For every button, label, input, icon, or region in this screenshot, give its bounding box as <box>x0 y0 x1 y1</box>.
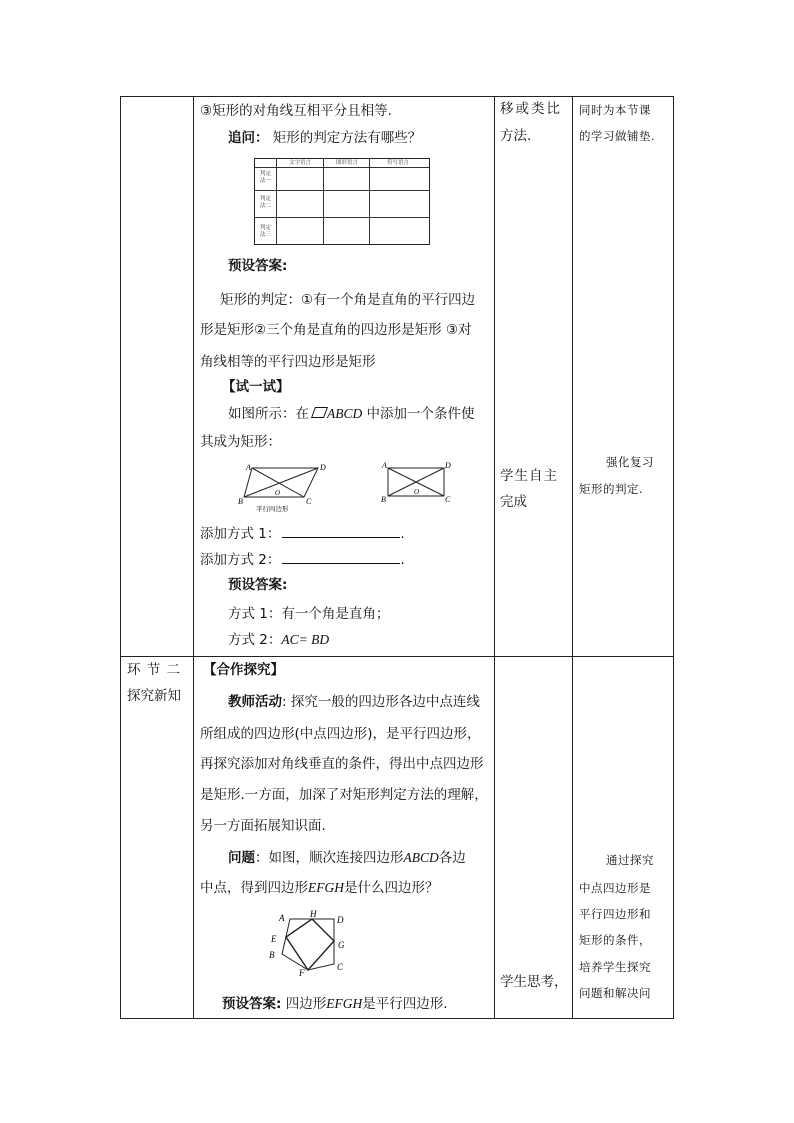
way-2-answer <box>228 630 329 650</box>
fig2-label-d: D <box>445 461 451 470</box>
judgement-methods-table <box>254 158 430 245</box>
intent-top-line1: 同时为本节课 <box>579 103 651 117</box>
student-activity-middle-line1: 学生自主 <box>500 468 558 484</box>
table-col-divider-1 <box>193 96 194 1019</box>
table-col-divider-3 <box>572 96 573 1019</box>
fig1-label-c: C <box>306 497 312 506</box>
problem-abcd: ABCD <box>403 850 439 865</box>
table-border-top <box>120 96 674 97</box>
rectangle-judgement-line2: 形是矩形②三个角是直角的四边形是矩形 ③对 <box>200 322 472 338</box>
teacher-activity-line5: 另一方面拓展知识面. <box>200 818 326 834</box>
intent-middle-line2: 矩形的判定. <box>579 482 644 496</box>
fig1-label-a: A <box>246 463 251 472</box>
fig2-label-b: B <box>381 495 386 504</box>
table-col-divider-2 <box>494 96 495 1019</box>
teacher-activity-line2: 所组成的四边形(中点四边形)，是平行四边形， <box>200 726 481 742</box>
table-border-bottom <box>120 1018 674 1019</box>
fig1-caption: 平行四边形 <box>256 505 289 513</box>
student-activity-bottom: 学生思考， <box>500 974 568 990</box>
way-2-prefix: 方式 2： <box>228 632 282 648</box>
student-activity-top-line2: 方法. <box>500 128 532 144</box>
parallelogram-symbol-icon <box>311 407 328 418</box>
follow-up-question <box>228 128 421 148</box>
fig2-label-o: O <box>414 488 420 496</box>
answer3-efgh: EFGH <box>326 996 363 1011</box>
answer3-text-a: 四边形 <box>281 996 327 1012</box>
table-row1-label-b: 法一 <box>260 178 272 184</box>
way-1-answer: 方式 1：有一个角是直角； <box>228 606 390 622</box>
problem-line1 <box>228 848 466 868</box>
table-row2-label-a: 判定 <box>260 196 272 202</box>
add-method-2-blank[interactable] <box>282 550 400 564</box>
teacher-activity-label: 教师活动 <box>228 694 282 710</box>
table-border-right <box>673 96 674 1019</box>
try-it-text-line1 <box>228 404 475 424</box>
fig2-label-c: C <box>445 495 451 504</box>
fig3-label-f: F <box>299 968 305 978</box>
add-method-2: 添加方式 2： . <box>200 552 405 568</box>
teacher-activity-line3: 再探究添加对角线垂直的条件，得出中点四边形 <box>200 756 484 772</box>
teacher-activity-text: : 探究一般的四边形各边中点连线 <box>282 694 480 710</box>
fig1-label-b: B <box>238 497 243 506</box>
table-header-text: 文字语言 <box>289 160 312 166</box>
problem-text-c: 各边 <box>438 850 466 866</box>
fig3-label-d: D <box>337 915 344 925</box>
fig1-label-d: D <box>320 463 326 472</box>
problem-line2 <box>200 878 439 898</box>
intent-bottom-line4: 矩形的条件， <box>579 933 651 947</box>
intent-bottom-line6: 问题和解决问 <box>579 986 651 1000</box>
rectangle-figure <box>380 460 452 504</box>
diagonal-property-text: ③矩形的对角线互相平分且相等. <box>200 103 392 119</box>
table-header-symbol: 符号语言 <box>387 160 410 166</box>
student-activity-middle-line2: 完成 <box>500 494 527 510</box>
table-row2-label-b: 法二 <box>260 203 272 209</box>
midpoint-quadrilateral-figure <box>264 906 354 978</box>
intent-bottom-line1: 通过探究 <box>606 853 654 867</box>
fig1-label-o: O <box>275 489 281 497</box>
rectangle-judgement-line1: 矩形的判定：①有一个角是直角的平行四边 <box>220 292 476 308</box>
table-border-left <box>120 96 121 1019</box>
preset-answer-label-2: 预设答案: <box>228 577 288 593</box>
try-it-suffix: 中添加一个条件使 <box>362 406 475 422</box>
fig2-label-a: A <box>382 461 387 470</box>
rectangle-judgement-line3: 角线相等的平行四边形是矩形 <box>200 354 376 370</box>
try-it-text-line2: 其成为矩形： <box>200 434 281 450</box>
try-it-prefix: 如图所示：在 <box>228 406 309 422</box>
answer3-text-c: 是平行四边形. <box>362 996 448 1012</box>
cooperative-inquiry-heading: 【合作探究】 <box>203 662 284 678</box>
table-header-figure: 图形语言 <box>336 160 359 166</box>
fig3-label-e: E <box>271 934 277 944</box>
intent-bottom-line5: 培养学生探究 <box>579 960 651 974</box>
intent-bottom-line3: 平行四边形和 <box>579 907 651 921</box>
student-activity-top-line1: 移或类比 <box>500 101 562 117</box>
preset-answer-label-3: 预设答案: <box>222 996 282 1012</box>
table-row3-label-a: 判定 <box>260 225 272 231</box>
fig3-label-h: H <box>310 909 317 919</box>
parallelogram-figure <box>236 460 326 514</box>
teacher-activity-line1 <box>228 692 480 712</box>
table-row1-label-a: 判定 <box>260 171 272 177</box>
fig3-label-b: B <box>269 950 275 960</box>
preset-answer-3 <box>222 994 448 1014</box>
intent-top-line2: 的学习做铺垫. <box>579 129 656 143</box>
table-row3-label-b: 法三 <box>260 232 272 238</box>
fig3-label-g: G <box>338 940 345 950</box>
fig3-label-a: A <box>279 913 285 923</box>
try-it-abcd: ABCD <box>327 406 363 421</box>
problem2-efgh: EFGH <box>308 880 344 895</box>
add-method-1: 添加方式 1： . <box>200 526 405 542</box>
fig3-label-c: C <box>337 962 344 972</box>
add-method-2-label: 添加方式 2： <box>200 552 281 568</box>
add-method-1-label: 添加方式 1： <box>200 526 281 542</box>
add-method-1-blank[interactable] <box>282 524 400 538</box>
intent-middle-line1: 强化复习 <box>606 455 654 469</box>
section-title-line2: 探究新知 <box>127 688 181 704</box>
table-row-divider <box>120 656 674 657</box>
try-it-heading: 【试一试】 <box>222 379 290 395</box>
problem2-text-a: 中点，得到四边形 <box>200 880 308 896</box>
teacher-activity-line4: 是矩形.一方面，加深了对矩形判定方法的理解， <box>200 787 488 803</box>
preset-answer-label-1: 预设答案: <box>228 258 288 274</box>
section-title-line1: 环 节 二 <box>127 662 182 678</box>
problem-text-a: ：如图，顺次连接四边形 <box>255 850 404 866</box>
problem2-text-c: 是什么四边形？ <box>344 880 439 896</box>
intent-bottom-line2: 中点四边形是 <box>579 881 651 895</box>
follow-up-text: 矩形的判定方法有哪些？ <box>268 130 422 146</box>
follow-up-label: 追问： <box>228 130 269 146</box>
problem-label: 问题 <box>228 850 255 866</box>
way-2-math: AC= BD <box>281 632 330 647</box>
